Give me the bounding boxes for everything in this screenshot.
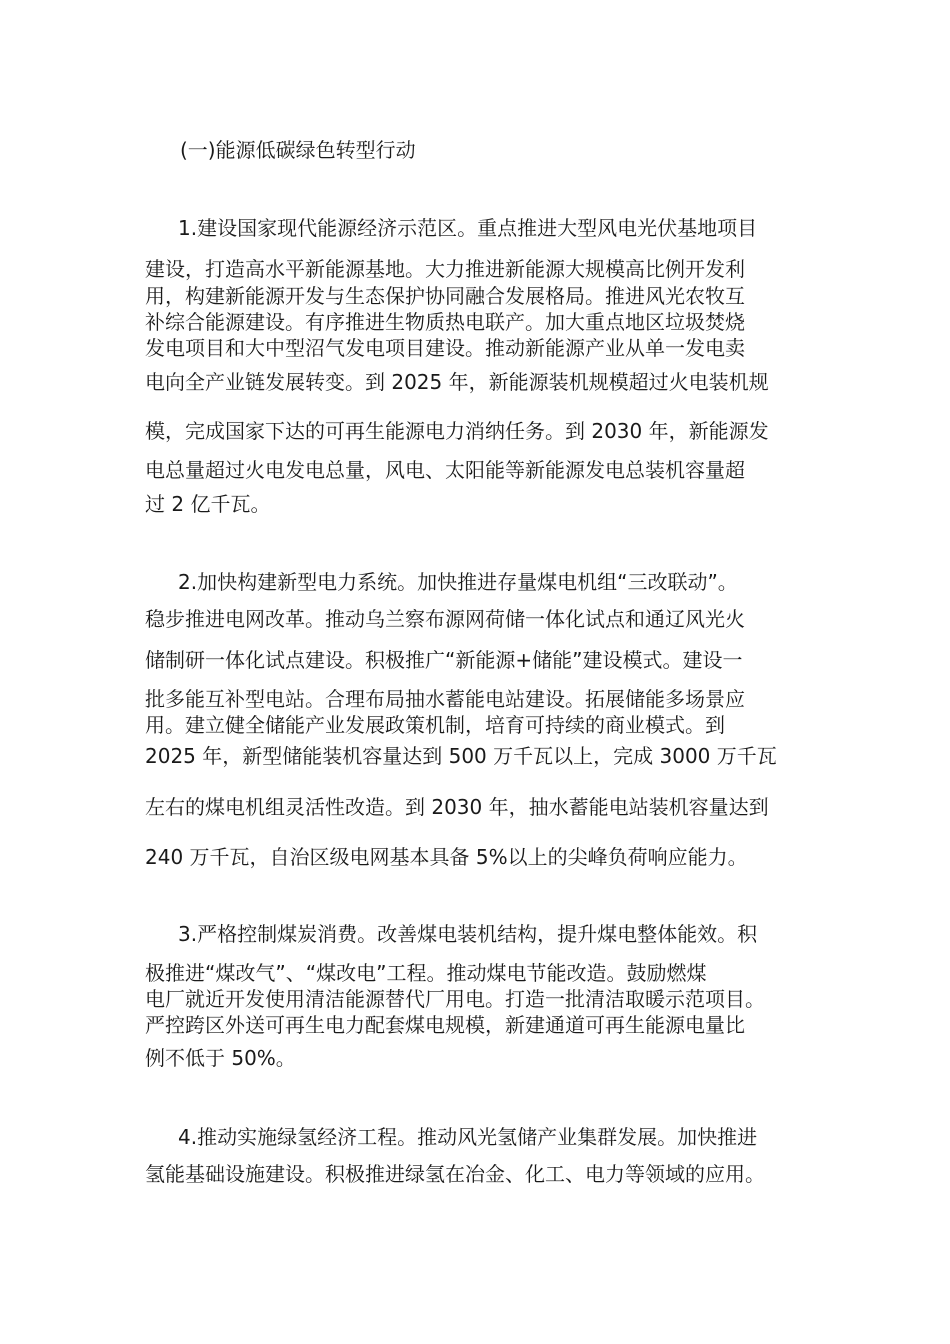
section-heading: (一)能源低碳绿色转型行动 <box>180 138 416 162</box>
paragraph-line: 2.加快构建新型电力系统。加快推进存量煤电机组“三改联动”。 <box>178 570 738 594</box>
paragraph-line: 例不低于 50%。 <box>145 1046 296 1070</box>
paragraph-line: 1.建设国家现代能源经济示范区。重点推进大型风电光伏基地项目 <box>178 216 758 240</box>
paragraph-line: 3.严格控制煤炭消费。改善煤电装机结构，提升煤电整体能效。积 <box>178 922 758 946</box>
paragraph-line: 240 万千瓦，自治区级电网基本具备 5%以上的尖峰负荷响应能力。 <box>145 845 748 869</box>
paragraph-line: 建设，打造高水平新能源基地。大力推进新能源大规模高比例开发利 <box>145 257 745 281</box>
paragraph-line: 发电项目和大中型沼气发电项目建设。推动新能源产业从单一发电卖 <box>145 336 745 360</box>
paragraph-line: 左右的煤电机组灵活性改造。到 2030 年，抽水蓄能电站装机容量达到 <box>145 795 769 819</box>
paragraph-line: 稳步推进电网改革。推动乌兰察布源网荷储一体化试点和通辽风光火 <box>145 607 745 631</box>
paragraph-line: 严控跨区外送可再生电力配套煤电规模，新建通道可再生能源电量比 <box>145 1013 745 1037</box>
paragraph-line: 电向全产业链发展转变。到 2025 年，新能源装机规模超过火电装机规 <box>145 370 769 394</box>
paragraph-line: 2025 年，新型储能装机容量达到 500 万千瓦以上，完成 3000 万千瓦 <box>145 744 777 768</box>
paragraph-line: 氢能基础设施建设。积极推进绿氢在冶金、化工、电力等领域的应用。 <box>145 1162 765 1186</box>
paragraph-line: 模，完成国家下达的可再生能源电力消纳任务。到 2030 年，新能源发 <box>145 419 769 443</box>
paragraph-line: 过 2 亿千瓦。 <box>145 492 271 516</box>
paragraph-line: 电厂就近开发使用清洁能源替代厂用电。打造一批清洁取暖示范项目。 <box>145 987 765 1011</box>
paragraph-line: 4.推动实施绿氢经济工程。推动风光氢储产业集群发展。加快推进 <box>178 1125 758 1149</box>
paragraph-line: 电总量超过火电发电总量，风电、太阳能等新能源发电总装机容量超 <box>145 458 745 482</box>
paragraph-line: 极推进“煤改气”、“煤改电”工程。推动煤电节能改造。鼓励燃煤 <box>145 961 707 985</box>
paragraph-line: 用。建立健全储能产业发展政策机制，培育可持续的商业模式。到 <box>145 713 725 737</box>
paragraph-line: 补综合能源建设。有序推进生物质热电联产。加大重点地区垃圾焚烧 <box>145 310 745 334</box>
paragraph-line: 储制研一体化试点建设。积极推广“新能源+储能”建设模式。建设一 <box>145 648 743 672</box>
paragraph-line: 批多能互补型电站。合理布局抽水蓄能电站建设。拓展储能多场景应 <box>145 687 745 711</box>
paragraph-line: 用，构建新能源开发与生态保护协同融合发展格局。推进风光农牧互 <box>145 284 745 308</box>
